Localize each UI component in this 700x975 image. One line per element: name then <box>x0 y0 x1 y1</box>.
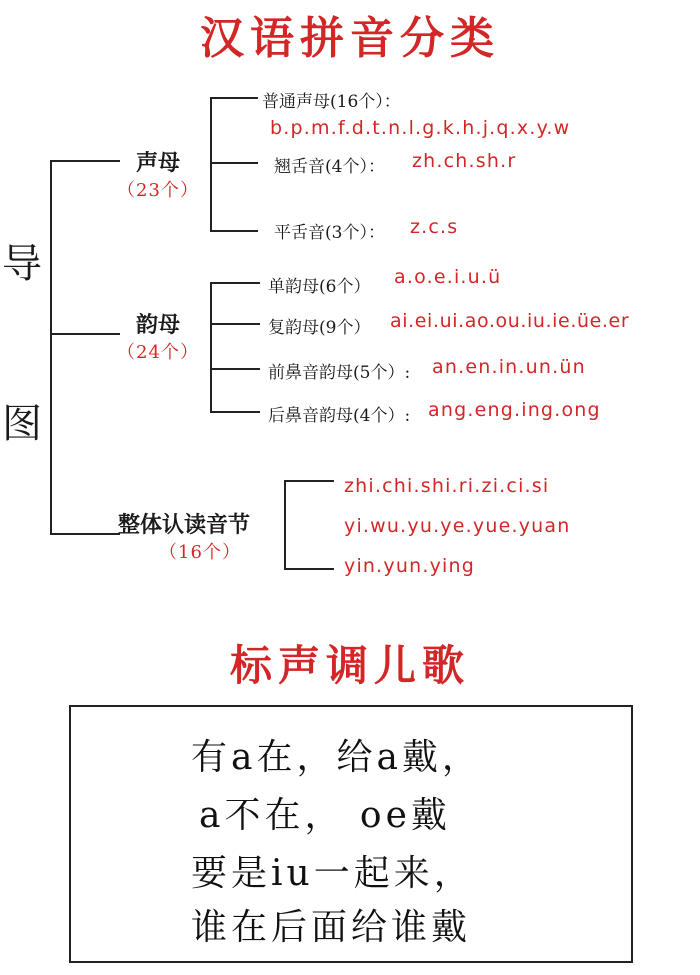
song-line-2: a不在， oe戴 <box>199 795 451 836</box>
bracket-zhengti-tick-2 <box>284 568 334 570</box>
song-line-3: 要是iu一起来， <box>191 853 474 894</box>
branch-yunmu <box>50 333 120 335</box>
item-value-houbi: ang.eng.ing.ong <box>428 399 601 421</box>
guide-char-bottom: 图 <box>2 401 42 447</box>
bracket-zhengti <box>284 480 286 570</box>
bracket-shengmu-tick-2 <box>210 162 258 164</box>
item-value-putong: b.p.m.f.d.t.n.l.g.k.h.j.q.x.y.w <box>270 117 571 139</box>
bracket-shengmu-tick-1 <box>210 97 258 99</box>
item-label-dan: 单韵母(6个） <box>268 277 371 297</box>
page-title: 汉语拼音分类 <box>200 13 500 64</box>
bracket-yunmu-tick-4 <box>210 411 260 413</box>
item-label-qianbi: 前鼻音韵母(5个）: <box>268 363 411 383</box>
group-count-yunmu: （24个） <box>117 342 199 363</box>
bracket-shengmu <box>210 97 212 231</box>
item-value-dan: a.o.e.i.u.ü <box>394 266 502 288</box>
group-count-shengmu: （23个） <box>117 180 199 201</box>
song-title: 标声调儿歌 <box>229 641 470 690</box>
bracket-yunmu-tick-3 <box>210 368 260 370</box>
branch-shengmu <box>50 160 120 162</box>
branch-zhengti <box>50 533 120 535</box>
item-value-fu: ai.ei.ui.ao.ou.iu.ie.üe.er <box>390 310 630 332</box>
item-label-qiaoshe: 翘舌音(4个）： <box>274 157 385 177</box>
group-label-yunmu: 韵母 <box>135 312 180 338</box>
bracket-zhengti-tick-1 <box>284 480 334 482</box>
bracket-yunmu-tick-1 <box>210 282 260 284</box>
item-value-pingshe: z.c.s <box>410 216 459 238</box>
item-value-zhengti-2: yi.wu.yu.ye.yue.yuan <box>344 515 571 537</box>
item-label-fu: 复韵母(9个） <box>268 318 371 338</box>
bracket-shengmu-tick-3 <box>210 230 258 232</box>
tree-trunk <box>50 160 52 534</box>
song-line-4: 谁在后面给谁戴 <box>191 907 472 948</box>
group-label-shengmu: 声母 <box>135 150 180 176</box>
guide-char-top: 导 <box>2 241 42 287</box>
bracket-yunmu-tick-2 <box>210 323 260 325</box>
item-value-zhengti-1: zhi.chi.shi.ri.zi.ci.si <box>344 475 550 497</box>
song-box <box>69 705 633 963</box>
item-label-houbi: 后鼻音韵母(4个）: <box>268 406 411 426</box>
item-value-zhengti-3: yin.yun.ying <box>344 555 475 577</box>
item-value-qiaoshe: zh.ch.sh.r <box>412 150 517 172</box>
group-count-zhengti: （16个） <box>159 542 241 563</box>
song-line-1: 有a在，给a戴， <box>191 737 482 778</box>
item-label-putong: 普通声母(16个）： <box>262 92 401 112</box>
item-label-pingshe: 平舌音(3个）： <box>274 223 385 243</box>
bracket-yunmu <box>210 282 212 412</box>
group-label-zhengti: 整体认读音节 <box>118 512 251 538</box>
item-value-qianbi: an.en.in.un.ün <box>432 356 586 378</box>
